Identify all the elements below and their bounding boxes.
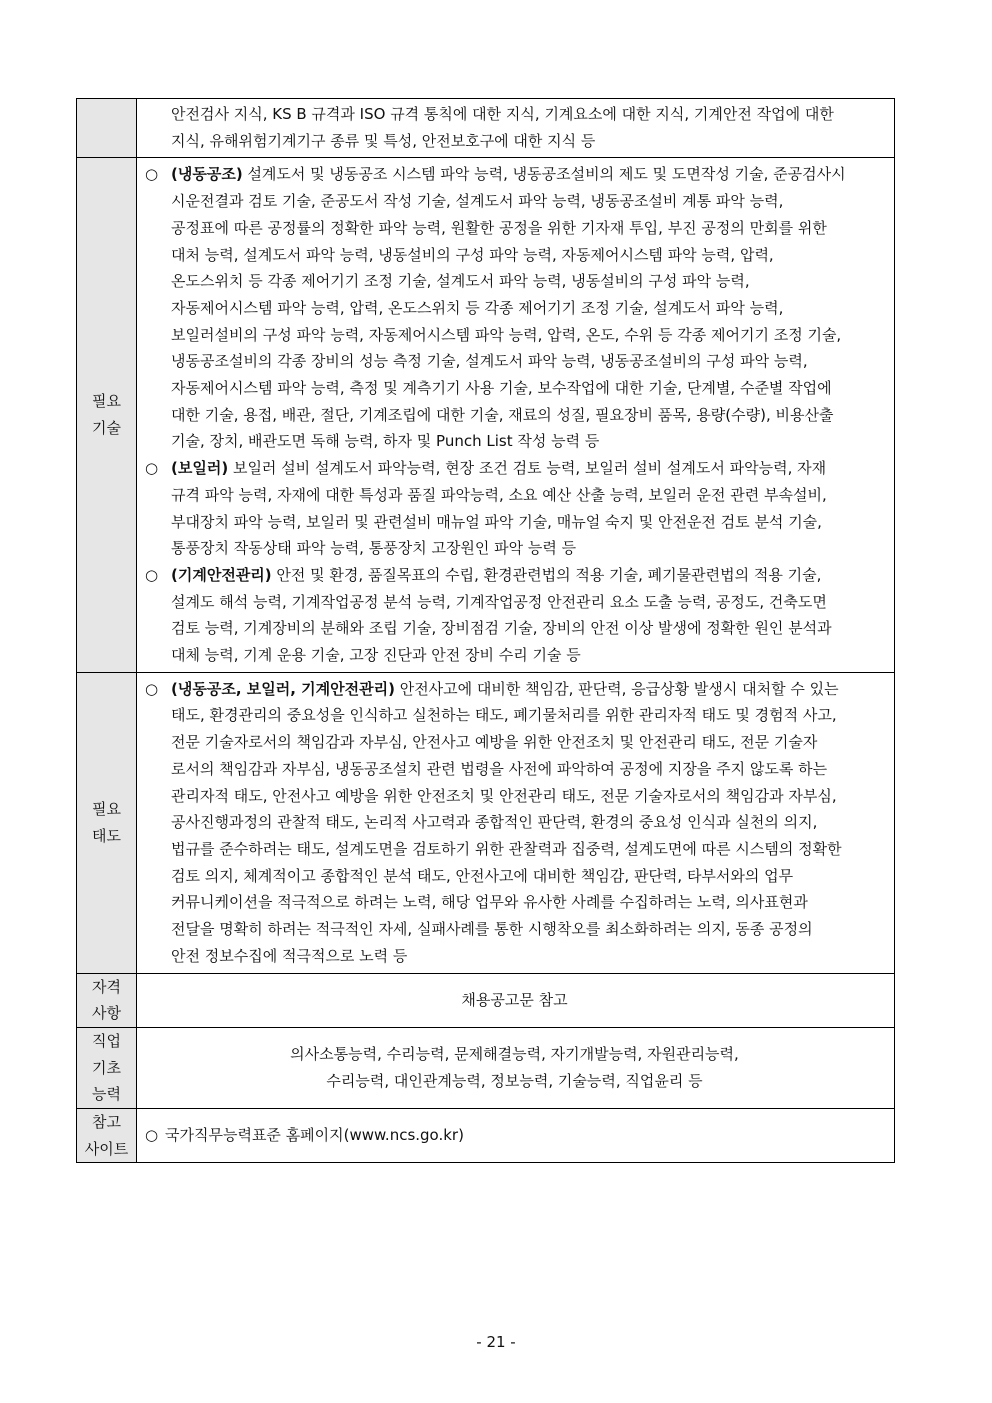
basic-competency-header-label: 능력 <box>92 1085 121 1104</box>
attitude-group-tag: (냉동공조, 보일러, 기계안전관리) <box>171 679 395 698</box>
attitude-line: 태도, 환경관리의 중요성을 인식하고 실천하는 태도, 폐기물처리를 위한 관리자적 태도 및 경험적 사고, <box>171 706 837 725</box>
qualification-row <box>77 973 895 1027</box>
skill-line: 냉동공조설비의 각종 장비의 성능 측정 기술, 설계도서 파악 능력, 냉동공조설비의 구성 파악 능력, <box>171 352 808 371</box>
basic-competency-line: 의사소통능력, 수리능력, 문제해결능력, 자기개발능력, 자원관리능력, <box>290 1045 739 1064</box>
basic-competency-header-cell <box>77 1027 137 1108</box>
basic-competency-line: 수리능력, 대인관계능력, 정보능력, 기술능력, 직업윤리 등 <box>326 1071 703 1090</box>
skill-line: 설계도 해석 능력, 기계작업공정 분석 능력, 기계작업공정 안전관리 요소 도출 능력, 공정도, 건축도면 <box>171 592 827 611</box>
skill-line: 안전 및 환경, 품질목표의 수립, 환경관련법의 적용 기술, 폐기물관련법의 적용 기술, <box>271 565 822 584</box>
basic-competency-row <box>77 1027 895 1108</box>
skills-header-label: 기술 <box>92 419 121 438</box>
attitude-group <box>143 676 886 703</box>
skill-group-tag: (보일러) <box>171 459 229 478</box>
circle-bullet-icon: ○ <box>145 679 159 698</box>
qualification-header-label: 자격 <box>92 977 121 996</box>
attitude-line: 안전사고에 대비한 책임감, 판단력, 응급상황 발생시 대처할 수 있는 <box>394 679 839 698</box>
attitude-line: 공사진행과정의 관찰적 태도, 논리적 사고력과 종합적인 판단력, 환경의 중요성 인식과 실천의 의지, <box>171 813 818 832</box>
skills-content-cell <box>137 158 895 672</box>
attitude-row <box>77 672 895 973</box>
skill-line: 대체 능력, 기계 운용 기술, 고장 진단과 안전 장비 수리 기술 등 <box>171 646 581 665</box>
circle-bullet-icon: ○ <box>145 459 159 478</box>
skill-group-machine-safety <box>143 562 886 589</box>
knowledge-continuation-row <box>77 99 895 158</box>
skill-line: 온도스위치 등 각종 제어기기 조정 기술, 설계도서 파악 능력, 냉동설비의 구성 파악 능력, <box>171 272 750 291</box>
skill-line: 공정표에 따른 공정률의 정확한 파악 능력, 원활한 공정을 위한 기자재 투입, 부진 공정의 만회를 위한 <box>171 218 827 237</box>
attitude-line: 안전 정보수집에 적극적으로 노력 등 <box>171 946 408 965</box>
skill-line: 보일러설비의 구성 파악 능력, 자동제어시스템 파악 능력, 압력, 온도, 수위 등 각종 제어기기 조정 기술, <box>171 325 842 344</box>
qualification-text: 채용공고문 참고 <box>461 990 568 1009</box>
skill-line: 시운전결과 검토 기술, 준공도서 작성 기술, 설계도서 파악 능력, 냉동공조설비 계통 파악 능력, <box>171 192 784 211</box>
skill-line: 기술, 장치, 배관도면 독해 능력, 하자 및 Punch List 작성 능력 등 <box>171 432 600 451</box>
basic-competency-header-label: 기초 <box>92 1058 121 1077</box>
attitude-header-label: 태도 <box>92 826 121 845</box>
reference-item <box>143 1122 886 1149</box>
basic-competency-content-cell <box>137 1027 895 1108</box>
attitude-line: 커뮤니케이션을 적극적으로 하려는 노력, 해당 업무와 유사한 사례를 수집하려는 노력, 의사표현과 <box>171 893 808 912</box>
knowledge-line: 지식, 유해위험기계기구 종류 및 특성, 안전보호구에 대한 지식 등 <box>171 131 596 150</box>
skill-line: 설계도서 및 냉동공조 시스템 파악 능력, 냉동공조설비의 제도 및 도면작성 기술, 준공검사시 <box>242 165 846 184</box>
attitude-line: 로서의 책임감과 자부심, 냉동공조설치 관련 법령을 사전에 파악하여 공정에 지장을 주지 않도록 하는 <box>171 759 828 778</box>
reference-header-label: 참고 <box>92 1113 121 1132</box>
skill-line: 대처 능력, 설계도서 파악 능력, 냉동설비의 구성 파악 능력, 자동제어시스템 파악 능력, 압력, <box>171 245 774 264</box>
attitude-header-label: 필요 <box>92 799 121 818</box>
attitude-line: 전달을 명확히 하려는 적극적인 자세, 실패사례를 통한 시행착오를 최소화하려는 의지, 동종 공정의 <box>171 920 813 939</box>
knowledge-content-cell <box>137 99 895 158</box>
attitude-line: 관리자적 태도, 안전사고 예방을 위한 안전조치 및 안전관리 태도, 전문 기술자로서의 책임감과 자부심, <box>171 786 837 805</box>
reference-row <box>77 1109 895 1163</box>
skills-row <box>77 158 895 672</box>
circle-bullet-icon: ○ <box>145 165 159 184</box>
qualification-content-cell <box>137 973 895 1027</box>
attitude-line: 전문 기술자로서의 책임감과 자부심, 안전사고 예방을 위한 안전조치 및 안전관리 태도, 전문 기술자 <box>171 733 818 752</box>
skill-line: 통풍장치 작동상태 파악 능력, 통풍장치 고장원인 파악 능력 등 <box>171 539 577 558</box>
skills-header-label: 필요 <box>92 392 121 411</box>
knowledge-header-cell <box>77 99 137 158</box>
skills-header-cell <box>77 158 137 672</box>
reference-header-label: 사이트 <box>84 1139 129 1158</box>
circle-bullet-icon: ○ <box>145 565 159 584</box>
skill-line: 대한 기술, 용접, 배관, 절단, 기계조립에 대한 기술, 재료의 성질, 필요장비 품목, 용량(수량), 비용산출 <box>171 405 834 424</box>
skill-line: 규격 파악 능력, 자재에 대한 특성과 품질 파악능력, 소요 예산 산출 능력, 보일러 운전 관련 부속설비, <box>171 485 827 504</box>
skill-group-tag: (냉동공조) <box>171 165 243 184</box>
attitude-header-cell <box>77 672 137 973</box>
ncs-job-description-table <box>76 98 895 1163</box>
skill-line: 자동제어시스템 파악 능력, 측정 및 계측기기 사용 기술, 보수작업에 대한 기술, 단계별, 수준별 작업에 <box>171 379 832 398</box>
skill-group-tag: (기계안전관리) <box>171 565 272 584</box>
skill-line: 검토 능력, 기계장비의 분해와 조립 기술, 장비점검 기술, 장비의 안전 이상 발생에 정확한 원인 분석과 <box>171 619 832 638</box>
attitude-line: 검토 의지, 체계적이고 종합적인 분석 태도, 안전사고에 대비한 책임감, 판단력, 타부서와의 업무 <box>171 866 794 885</box>
reference-link-text: 국가직무능력표준 홈페이지(www.ncs.go.kr) <box>165 1126 464 1145</box>
reference-content-cell <box>137 1109 895 1163</box>
skill-group-refrigeration <box>143 161 886 188</box>
skill-line: 자동제어시스템 파악 능력, 압력, 온도스위치 등 각종 제어기기 조정 기술, 설계도서 파악 능력, <box>171 298 784 317</box>
page-number: - 21 - <box>476 1333 516 1351</box>
knowledge-line: 안전검사 지식, KS B 규격과 ISO 규격 통칙에 대한 지식, 기계요소에 대한 지식, 기계안전 작업에 대한 <box>171 105 834 123</box>
circle-bullet-icon: ○ <box>145 1126 159 1145</box>
skill-group-boiler <box>143 455 886 482</box>
skill-line: 보일러 설비 설계도서 파악능력, 현장 조건 검토 능력, 보일러 설비 설계도서 파악능력, 자재 <box>228 459 827 478</box>
skill-line: 부대장치 파악 능력, 보일러 및 관련설비 매뉴얼 파악 기술, 매뉴얼 숙지 및 안전운전 검토 분석 기술, <box>171 512 822 531</box>
qualification-header-label: 사항 <box>92 1004 121 1023</box>
basic-competency-header-label: 직업 <box>92 1031 121 1050</box>
attitude-content-cell <box>137 672 895 973</box>
attitude-line: 법규를 준수하려는 태도, 설계도면을 검토하기 위한 관찰력과 집중력, 설계도면에 따른 시스템의 정확한 <box>171 839 842 858</box>
reference-header-cell <box>77 1109 137 1163</box>
qualification-header-cell <box>77 973 137 1027</box>
